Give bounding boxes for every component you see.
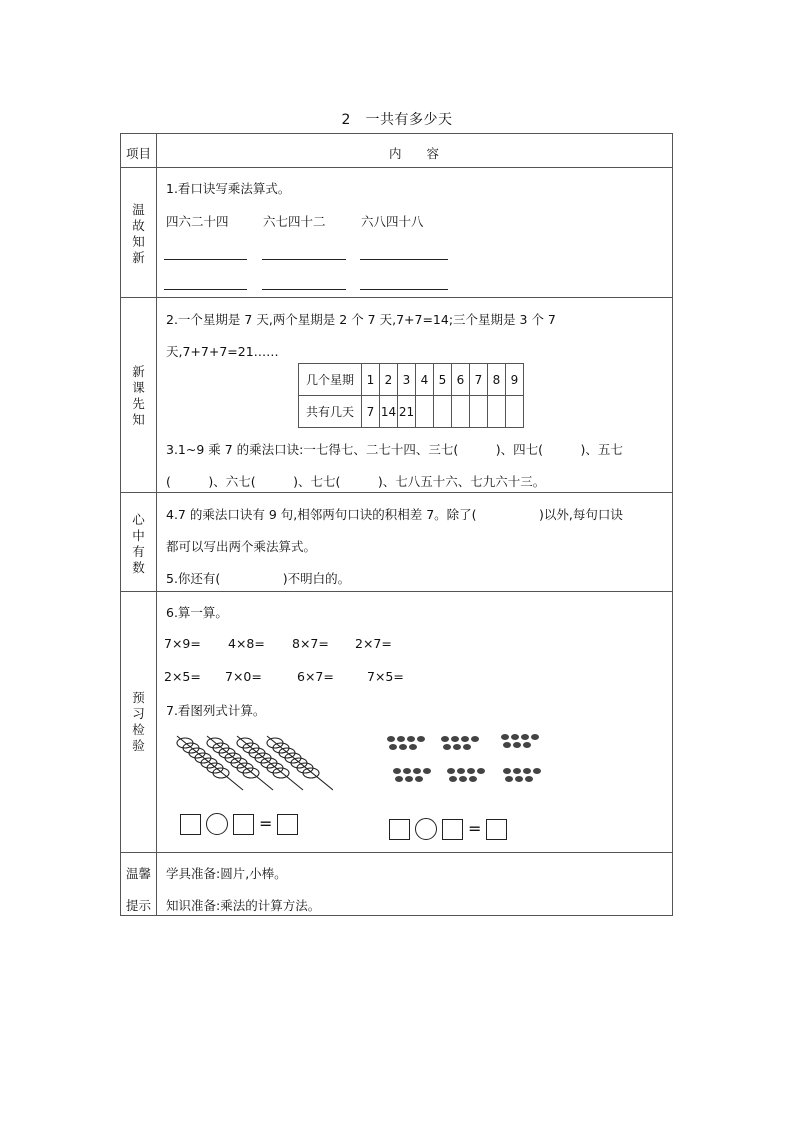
- row-divider: [121, 492, 672, 493]
- answer-line[interactable]: [360, 289, 448, 290]
- day-cell[interactable]: [434, 396, 452, 428]
- week-cell: 5: [434, 364, 452, 396]
- section-label-wenxin-top: 温馨: [125, 866, 151, 881]
- bead-sticks-image: [173, 728, 333, 798]
- header-content: 内 容: [388, 146, 439, 161]
- q6-item: 4×8=: [228, 636, 265, 651]
- row-divider: [121, 167, 672, 168]
- q6-item: 2×7=: [355, 636, 392, 651]
- q4-line2: 都可以写出两个乘法算式。: [166, 539, 317, 554]
- answer-box[interactable]: [277, 814, 298, 835]
- row-divider: [121, 591, 672, 592]
- week-cell: 8: [488, 364, 506, 396]
- equals-sign: =: [468, 819, 482, 838]
- q3-line1: 3.1~9 乘 7 的乘法口诀:一七得七、二七十四、三七( )、四七( )、五七: [166, 442, 623, 457]
- week-cell: 3: [398, 364, 416, 396]
- q7-prompt: 7.看图列式计算。: [166, 703, 266, 718]
- answer-box[interactable]: [389, 819, 410, 840]
- q2-line2: 天,7+7+7=21……: [166, 344, 279, 359]
- worksheet-table: [120, 133, 673, 916]
- q3-line2: ( )、六七( )、七七( )、七八五十六、七九六十三。: [166, 474, 546, 489]
- q6-item: 8×7=: [292, 636, 329, 651]
- operator-circle[interactable]: [415, 818, 437, 840]
- week-cell: 4: [416, 364, 434, 396]
- section-label-xinke: 新 课 先 知: [132, 364, 145, 427]
- weeks-row-label: 几个星期: [299, 364, 362, 396]
- answer-box[interactable]: [180, 814, 201, 835]
- row-divider: [121, 852, 672, 853]
- weeks-row: [299, 364, 524, 396]
- q5-text: 5.你还有( )不明白的。: [166, 571, 351, 586]
- q1-rhyme: 六八四十八: [361, 214, 424, 229]
- day-cell[interactable]: [470, 396, 488, 428]
- answer-line[interactable]: [164, 259, 247, 260]
- answer-box[interactable]: [442, 819, 463, 840]
- animal-groups-image: [383, 733, 553, 793]
- q6-item: 6×7=: [297, 669, 334, 684]
- q1-rhyme: 六七四十二: [263, 214, 326, 229]
- week-cell: 9: [506, 364, 524, 396]
- q6-item: 2×5=: [164, 669, 201, 684]
- day-cell[interactable]: [416, 396, 434, 428]
- day-cell[interactable]: [488, 396, 506, 428]
- week-cell: 1: [362, 364, 380, 396]
- equals-sign: =: [259, 814, 273, 833]
- answer-line[interactable]: [360, 259, 448, 260]
- q1-prompt: 1.看口诀写乘法算式。: [166, 181, 291, 196]
- q6-item: 7×5=: [367, 669, 404, 684]
- q6-prompt: 6.算一算。: [166, 605, 228, 620]
- q2-line1: 2.一个星期是 7 天,两个星期是 2 个 7 天,7+7=14;三个星期是 3 个 7: [166, 312, 556, 327]
- week-cell: 7: [470, 364, 488, 396]
- header-item: 项目: [125, 146, 151, 161]
- day-cell: 7: [362, 396, 380, 428]
- q6-item: 7×0=: [225, 669, 262, 684]
- answer-box[interactable]: [233, 814, 254, 835]
- tip-line: 知识准备:乘法的计算方法。: [166, 898, 321, 913]
- week-cell: 6: [452, 364, 470, 396]
- q4-line1: 4.7 的乘法口诀有 9 句,相邻两句口诀的积相差 7。除了( )以外,每句口诀: [166, 507, 623, 522]
- q1-rhyme: 四六二十四: [166, 214, 229, 229]
- section-label-yuxi: 预 习 检 验: [132, 690, 145, 753]
- day-cell[interactable]: [506, 396, 524, 428]
- operator-circle[interactable]: [206, 813, 228, 835]
- section-label-xinzhong: 心 中 有 数: [132, 512, 145, 575]
- answer-box[interactable]: [486, 819, 507, 840]
- weeks-days-table: [298, 363, 524, 428]
- section-label-wengu: 温 故 知 新: [132, 202, 145, 265]
- answer-line[interactable]: [164, 289, 247, 290]
- row-divider: [121, 297, 672, 298]
- week-cell: 2: [380, 364, 398, 396]
- section-label-wenxin-bottom: 提示: [125, 898, 151, 913]
- days-row: [299, 396, 524, 428]
- page-title: 2 一共有多少天: [341, 112, 453, 128]
- day-cell: 21: [398, 396, 416, 428]
- day-cell: 14: [380, 396, 398, 428]
- answer-line[interactable]: [262, 259, 346, 260]
- answer-line[interactable]: [262, 289, 346, 290]
- q6-item: 7×9=: [164, 636, 201, 651]
- tip-line: 学具准备:圆片,小棒。: [166, 866, 287, 881]
- day-cell[interactable]: [452, 396, 470, 428]
- column-divider: [156, 134, 157, 915]
- days-row-label: 共有几天: [299, 396, 362, 428]
